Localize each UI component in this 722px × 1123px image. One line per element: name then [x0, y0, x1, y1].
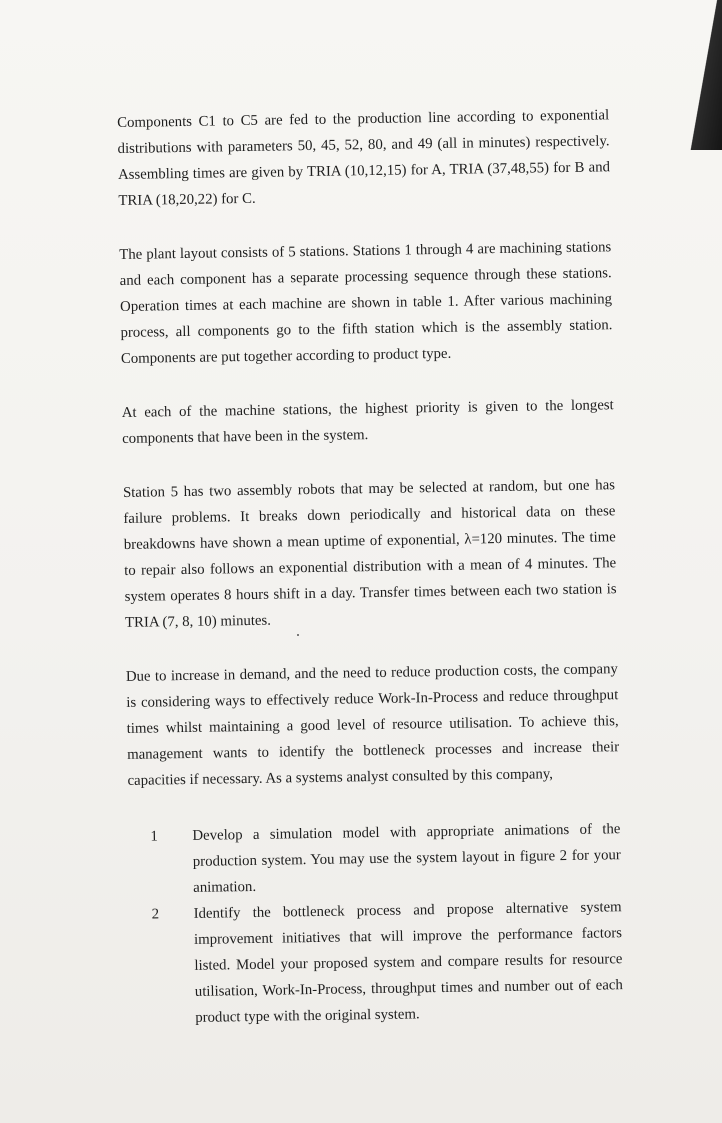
task-number: 2 — [151, 906, 160, 923]
paragraph-priority: At each of the machine stations, the highest priority is given to the longest components that have been in the system. — [121, 397, 614, 447]
task-text: Develop a simulation model with appropriate animations of the production system. You may use the system layout in figure 2 for your animation. — [192, 821, 621, 896]
document-body — [117, 102, 623, 1032]
task-text: Identify the bottleneck process and propose alternative system improvement initiatives that will improve the performance factors listed. Model your proposed system and compare results for resource utilisation, Work-In-Process, throughput times and number out of each product type with the original system. — [193, 899, 623, 1026]
paragraph-plant-layout: The plant layout consists of 5 stations. Stations 1 through 4 are machining stations and each component has a separate processing sequence through these stations. Operation times at each machine are shown in table 1. After various machining process, all components go to the fifth station which is the assembly station. Components are put together according to product type. — [119, 239, 613, 367]
task-number: 1 — [150, 828, 158, 845]
task-list — [128, 816, 623, 1032]
task-item — [128, 816, 621, 902]
page-edge-shadow — [678, 0, 722, 150]
paragraph-station-five: Station 5 has two assembly robots that may be selected at random, but one has failure problems. It breaks down periodically and historical data on these breakdowns have shown a mean uptime of exponential, λ=120 minutes. The time to repair also follows an exponential distribution with a mean of 4 minutes. The system operates 8 hours shift in a day. Transfer times between each two station is TRIA (7, 8, 10) minutes. — [122, 477, 617, 631]
paragraph-arrivals: Components C1 to C5 are fed to the production line according to exponential distributions with parameters 50, 45, 52, 80, and 49 (all in minutes) respectively. Assembling times are given by TRIA (10,12,15) for A, TRIA (37,48,55) for B and TRIA (18,20,22) for C. — [117, 107, 611, 209]
paragraph-demand: Due to increase in demand, and the need to reduce production costs, the company is considering ways to effectively reduce Work-In-Process and reduce throughput times whilst maintaining a good level of resource utilisation. To achieve this, management wants to identify the bottleneck processes and increase their capacities if necessary. As a systems analyst consulted by this company, — [125, 661, 620, 789]
task-item — [129, 894, 623, 1032]
